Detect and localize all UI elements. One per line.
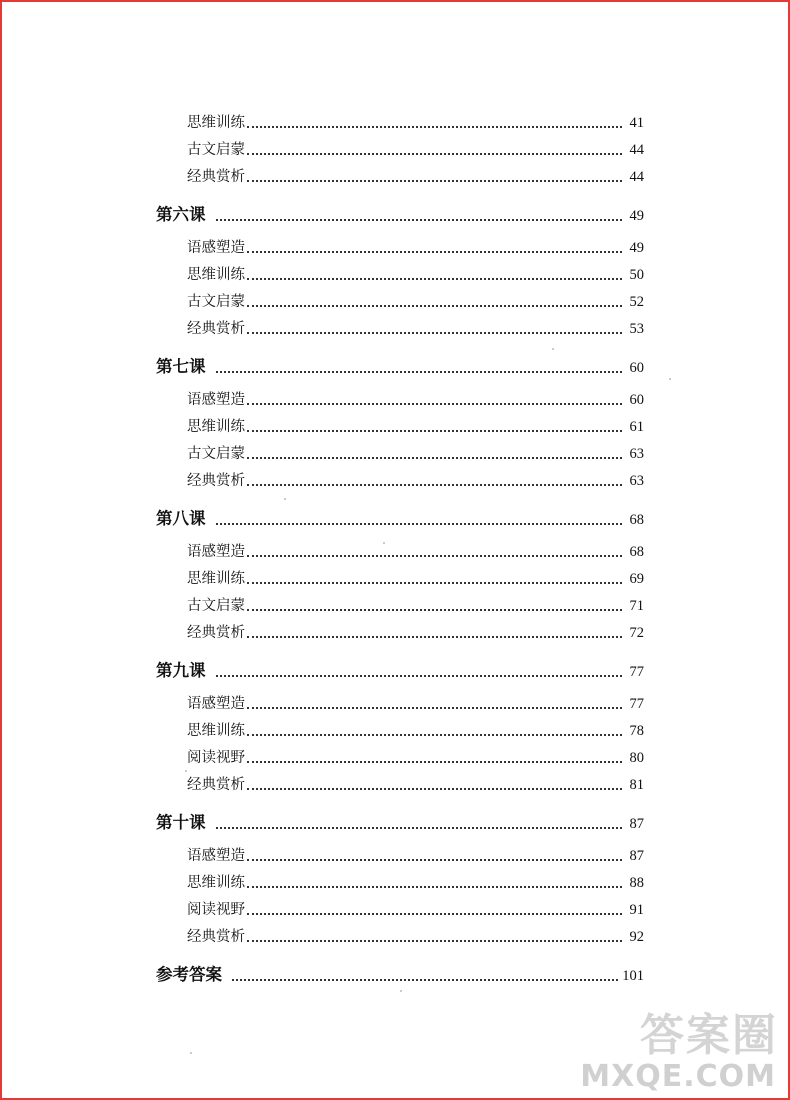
toc-chapter-row xyxy=(156,663,644,680)
toc-page-number: 61 xyxy=(629,419,644,435)
scan-speck xyxy=(284,498,286,500)
dot-leader xyxy=(247,940,622,942)
toc-section-row xyxy=(187,143,644,158)
toc-chapter-row xyxy=(156,511,644,528)
toc-section-row xyxy=(187,420,644,435)
toc-page-number: 44 xyxy=(629,169,644,185)
toc-section-title: 语感塑造 xyxy=(187,848,245,864)
toc-page-number: 60 xyxy=(629,360,644,376)
scan-speck xyxy=(552,348,554,350)
toc-section-row xyxy=(187,447,644,462)
toc-page-number: 50 xyxy=(629,267,644,283)
toc-page-number: 63 xyxy=(629,446,644,462)
toc-section-row xyxy=(187,393,644,408)
dot-leader xyxy=(247,788,622,790)
dot-leader xyxy=(216,675,623,677)
toc-section-title: 古文启蒙 xyxy=(187,142,245,158)
table-of-contents xyxy=(2,2,788,1098)
dot-leader xyxy=(216,827,623,829)
toc-section-title: 思维训练 xyxy=(187,723,245,739)
dot-leader xyxy=(247,609,622,611)
toc-section-title: 古文启蒙 xyxy=(187,294,245,310)
toc-section-title: 阅读视野 xyxy=(187,902,245,918)
scan-speck xyxy=(669,378,671,380)
toc-chapter-row xyxy=(156,815,644,832)
dot-leader xyxy=(247,126,622,128)
toc-page-number: 71 xyxy=(629,598,644,614)
toc-chapter-title: 参考答案 xyxy=(156,965,222,984)
dot-leader xyxy=(247,636,622,638)
dot-leader xyxy=(247,761,622,763)
toc-section-title: 思维训练 xyxy=(187,875,245,891)
toc-page-number: 41 xyxy=(629,115,644,131)
toc-section-title: 思维训练 xyxy=(187,115,245,131)
toc-page-number: 53 xyxy=(629,321,644,337)
toc-section-title: 语感塑造 xyxy=(187,240,245,256)
dot-leader xyxy=(247,457,622,459)
dot-leader xyxy=(247,913,622,915)
toc-section-title: 语感塑造 xyxy=(187,544,245,560)
toc-page-number: 52 xyxy=(629,294,644,310)
toc-section-row xyxy=(187,268,644,283)
toc-chapter-title: 第八课 xyxy=(156,509,206,528)
toc-section-title: 经典赏析 xyxy=(187,473,245,489)
scan-speck xyxy=(185,770,187,772)
toc-section-row xyxy=(187,724,644,739)
toc-section-row xyxy=(187,849,644,864)
toc-section-title: 思维训练 xyxy=(187,571,245,587)
dot-leader xyxy=(247,180,622,182)
toc-section-row xyxy=(187,930,644,945)
toc-section-row xyxy=(187,697,644,712)
toc-page-number: 78 xyxy=(629,723,644,739)
toc-chapter-title: 第九课 xyxy=(156,661,206,680)
toc-section-title: 古文启蒙 xyxy=(187,598,245,614)
toc-page-number: 77 xyxy=(629,696,644,712)
toc-section-row xyxy=(187,778,644,793)
toc-page-number: 81 xyxy=(629,777,644,793)
dot-leader xyxy=(247,734,622,736)
dot-leader xyxy=(216,219,623,221)
scan-speck xyxy=(383,542,385,544)
toc-section-title: 经典赏析 xyxy=(187,625,245,641)
toc-section-title: 思维训练 xyxy=(187,267,245,283)
toc-section-row xyxy=(187,545,644,560)
dot-leader xyxy=(247,582,622,584)
toc-page-number: 91 xyxy=(629,902,644,918)
dot-leader xyxy=(247,251,622,253)
dot-leader xyxy=(247,153,622,155)
toc-section-row xyxy=(187,241,644,256)
toc-section-row xyxy=(187,876,644,891)
toc-section-row xyxy=(187,751,644,766)
toc-chapter-title: 第七课 xyxy=(156,357,206,376)
toc-page-number: 101 xyxy=(622,968,644,984)
toc-section-row xyxy=(187,295,644,310)
dot-leader xyxy=(216,371,623,373)
toc-section-row xyxy=(187,116,644,131)
toc-section-row xyxy=(187,626,644,641)
dot-leader xyxy=(247,707,622,709)
toc-page-number: 68 xyxy=(629,544,644,560)
toc-section-title: 古文启蒙 xyxy=(187,446,245,462)
toc-chapter-title: 第六课 xyxy=(156,205,206,224)
toc-page-number: 92 xyxy=(629,929,644,945)
toc-section-row xyxy=(187,599,644,614)
toc-chapter-row xyxy=(156,967,644,984)
dot-leader xyxy=(247,403,622,405)
scan-speck xyxy=(400,990,402,992)
dot-leader xyxy=(232,979,618,981)
toc-section-title: 经典赏析 xyxy=(187,321,245,337)
dot-leader xyxy=(247,886,622,888)
toc-section-title: 经典赏析 xyxy=(187,777,245,793)
toc-chapter-row xyxy=(156,359,644,376)
toc-section-row xyxy=(187,474,644,489)
dot-leader xyxy=(247,305,622,307)
dot-leader xyxy=(247,484,622,486)
toc-section-title: 语感塑造 xyxy=(187,696,245,712)
watermark-bottom-text: MXQE.COM xyxy=(580,1059,776,1094)
toc-section-row xyxy=(187,322,644,337)
dot-leader xyxy=(247,430,622,432)
scan-speck xyxy=(190,1052,192,1054)
toc-page-number: 87 xyxy=(629,848,644,864)
toc-section-title: 语感塑造 xyxy=(187,392,245,408)
toc-page-number: 69 xyxy=(629,571,644,587)
toc-page-number: 63 xyxy=(629,473,644,489)
toc-section-title: 经典赏析 xyxy=(187,929,245,945)
toc-page-number: 68 xyxy=(629,512,644,528)
dot-leader xyxy=(216,523,623,525)
toc-page-number: 44 xyxy=(629,142,644,158)
toc-page-number: 72 xyxy=(629,625,644,641)
toc-chapter-row xyxy=(156,207,644,224)
dot-leader xyxy=(247,859,622,861)
toc-page-number: 87 xyxy=(629,816,644,832)
toc-section-row xyxy=(187,903,644,918)
toc-page-number: 88 xyxy=(629,875,644,891)
toc-section-title: 阅读视野 xyxy=(187,750,245,766)
toc-page-number: 77 xyxy=(629,664,644,680)
toc-section-title: 经典赏析 xyxy=(187,169,245,185)
dot-leader xyxy=(247,332,622,334)
toc-page-number: 80 xyxy=(629,750,644,766)
toc-section-title: 思维训练 xyxy=(187,419,245,435)
watermark-top-text: 答案圈 xyxy=(640,1010,778,1061)
toc-section-row xyxy=(187,170,644,185)
toc-page-number: 49 xyxy=(629,240,644,256)
toc-page-number: 60 xyxy=(629,392,644,408)
toc-section-row xyxy=(187,572,644,587)
dot-leader xyxy=(247,555,622,557)
dot-leader xyxy=(247,278,622,280)
toc-chapter-title: 第十课 xyxy=(156,813,206,832)
toc-page-number: 49 xyxy=(629,208,644,224)
